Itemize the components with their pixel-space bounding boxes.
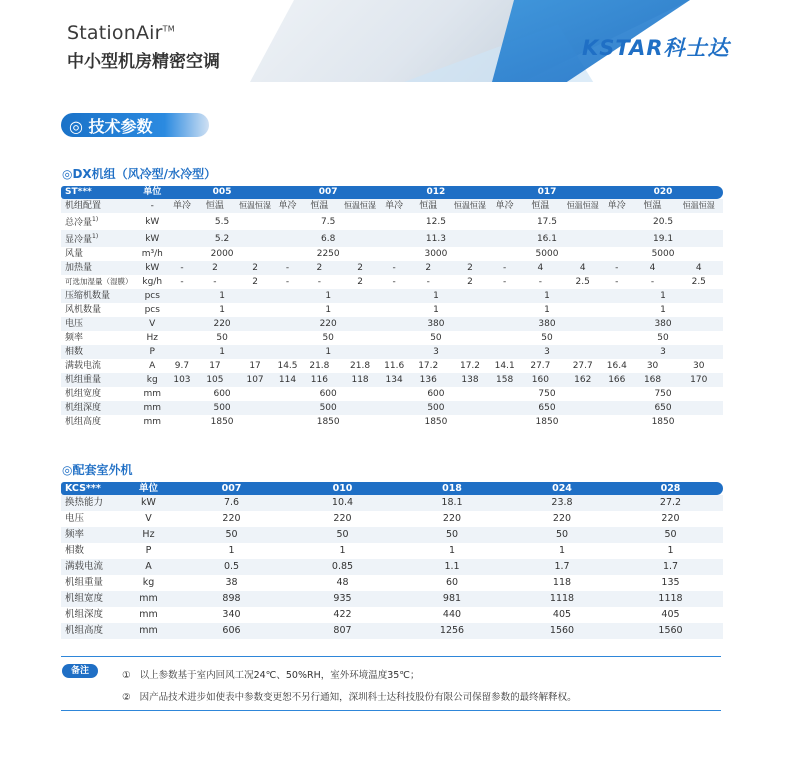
row-label: 满载电流 — [61, 559, 121, 575]
table-cell: 7.6 — [176, 495, 287, 511]
table-cell: 162 — [562, 373, 603, 387]
table-cell: 1 — [381, 289, 491, 303]
table-cell: 600 — [319, 389, 337, 399]
table-cell: 1850 — [210, 417, 234, 427]
table-row — [61, 591, 723, 607]
row-unit: A — [121, 559, 176, 575]
table-cell: 2 — [467, 277, 473, 287]
table-row — [61, 607, 723, 623]
table-cell: 114 — [275, 373, 299, 387]
page-subtitle: 中小型机房精密空调 — [67, 52, 220, 72]
table-row — [61, 373, 723, 387]
table-cell: 1 — [325, 305, 332, 315]
table-row — [61, 261, 723, 275]
table-row — [61, 575, 723, 591]
table-cell: 1 — [433, 305, 439, 315]
row-label-text: 总冷量 — [65, 218, 93, 228]
table-row — [61, 495, 723, 511]
table-cell: 单冷 — [491, 199, 518, 213]
table-cell: 422 — [333, 609, 352, 620]
table-cell: 105 — [195, 373, 235, 387]
table-row — [61, 623, 723, 639]
table-header-row — [61, 482, 723, 495]
row-label — [61, 275, 136, 289]
table-cell: 6.8 — [275, 230, 381, 247]
table-cell: 11.6 — [384, 361, 405, 371]
table1-caption: ◎DX机组（风冷型/水冷型） — [62, 167, 217, 181]
table-cell: - — [392, 277, 396, 287]
row-unit: pcs — [144, 305, 160, 315]
row-label: 机组高度 — [61, 623, 121, 639]
row-unit: kW — [121, 495, 176, 511]
table-row — [61, 317, 723, 331]
notes-bottom-line — [61, 710, 721, 711]
brand-title: StationAir™ — [67, 22, 175, 44]
table-row — [61, 289, 723, 303]
table-cell: 380 — [381, 317, 491, 331]
row-unit: kg — [136, 373, 169, 387]
row-label: 换热能力 — [61, 495, 121, 511]
table-cell: 500 — [275, 401, 381, 415]
table-cell: 2250 — [316, 249, 340, 259]
table-cell: 2.5 — [691, 277, 706, 287]
table-cell: 0.85 — [287, 559, 398, 575]
table-cell: - — [180, 277, 184, 287]
table-row — [61, 247, 723, 261]
table-cell: 38 — [225, 577, 238, 588]
table-cell: 4 — [675, 261, 723, 275]
header-cell: 007 — [176, 482, 287, 495]
table-cell: 恒温 — [300, 199, 340, 213]
table-cell: 17.2 — [418, 361, 439, 371]
table-row — [61, 331, 723, 345]
table-cell: 2.5 — [575, 277, 590, 287]
row-unit: kW — [145, 216, 160, 227]
table-cell: 恒温 — [407, 199, 449, 213]
table-cell: 50 — [398, 527, 506, 543]
row-label — [61, 317, 136, 331]
table-row — [61, 275, 723, 289]
row-label-text: 显冷量 — [65, 235, 93, 245]
table-cell: 1118 — [506, 591, 618, 607]
table-cell: 19.1 — [603, 230, 723, 247]
table-cell: 单冷 — [169, 199, 195, 213]
table-cell: 1 — [491, 289, 603, 303]
table-cell: 17.2 — [459, 361, 481, 371]
table-cell: - — [503, 277, 507, 287]
table-cell: 750 — [654, 389, 672, 399]
header-cell: 020 — [603, 186, 723, 199]
table-cell: 220 — [222, 513, 241, 524]
table-cell: 220 — [333, 513, 352, 524]
table-cell: 恒温 — [195, 199, 235, 213]
table-row — [61, 345, 723, 359]
table-cell: 1 — [558, 545, 566, 556]
section-title: 技术参数 — [88, 117, 153, 136]
table-cell: 50 — [176, 527, 287, 543]
table-cell: 4 — [631, 261, 675, 275]
table-cell: 135 — [661, 577, 680, 588]
table-cell: 1850 — [651, 417, 675, 427]
table-cell: 118 — [339, 373, 381, 387]
table-cell: 2 — [195, 261, 235, 275]
table-cell: 1 — [219, 305, 225, 315]
table-cell: - — [650, 277, 655, 287]
table-cell: 600 — [213, 389, 231, 399]
row-label-text: 加热量 — [65, 263, 93, 273]
table-cell: 14.5 — [277, 361, 298, 371]
table-cell: 220 — [275, 317, 381, 331]
table-row — [61, 230, 723, 247]
table-row — [61, 543, 723, 559]
table-cell: 1 — [169, 289, 276, 303]
table-row — [61, 559, 723, 575]
table-cell: 1 — [169, 345, 276, 359]
outdoor-spec-table — [61, 482, 723, 639]
table-row — [61, 401, 723, 415]
table-cell: 18.1 — [398, 495, 506, 511]
table-row — [61, 213, 723, 230]
row-unit: pcs — [136, 289, 169, 303]
table-cell: 50 — [506, 527, 618, 543]
table-cell: 220 — [169, 317, 276, 331]
table-cell: 50 — [216, 333, 228, 343]
row-unit: mm — [139, 609, 158, 620]
section-banner — [61, 113, 209, 137]
header-cell: 005 — [169, 186, 276, 199]
table-cell: 单冷 — [603, 199, 630, 213]
table-cell: 7.5 — [321, 216, 336, 227]
row-unit: V — [136, 317, 169, 331]
header-cell: 单位 — [121, 482, 176, 495]
table-cell: 2 — [449, 261, 491, 275]
table-cell: 1560 — [506, 623, 618, 639]
notes-badge: 备注 — [62, 664, 98, 678]
table-cell: 60 — [445, 577, 459, 588]
table-cell: 恒温恒湿 — [562, 199, 603, 213]
row-label: 机组重量 — [65, 577, 104, 588]
table-cell: 50 — [430, 333, 442, 343]
row-label — [61, 213, 136, 230]
table-cell: 50 — [287, 527, 398, 543]
table-cell: - — [275, 261, 299, 275]
table-cell: 50 — [657, 333, 669, 343]
table-cell: 1118 — [618, 591, 723, 607]
table-cell: 21.8 — [350, 361, 371, 371]
table-cell: 21.8 — [309, 361, 330, 371]
table-cell: 恒温恒湿 — [235, 199, 276, 213]
row-label — [61, 331, 136, 345]
table-cell: 116 — [300, 373, 340, 387]
row-label — [61, 373, 136, 387]
footnote-mark: 1) — [92, 216, 99, 223]
row-unit: mm — [143, 417, 162, 427]
table-row — [61, 359, 723, 373]
table-cell: 5.2 — [169, 230, 276, 247]
row-label — [61, 247, 136, 261]
table-cell: 14.1 — [494, 361, 515, 371]
table-cell: 1 — [544, 305, 550, 315]
table-cell: 50 — [541, 333, 553, 343]
table-cell: 380 — [491, 317, 603, 331]
header-cell: KCS*** — [61, 482, 121, 495]
row-unit: kW — [136, 230, 169, 247]
table-cell: 16.1 — [491, 230, 603, 247]
table-cell: - — [317, 277, 321, 287]
table-cell: 1 — [339, 545, 346, 556]
table-cell: 11.3 — [381, 230, 491, 247]
table-cell: 恒温恒湿 — [675, 199, 723, 213]
table-cell: 30 — [646, 361, 659, 371]
table2-caption: ◎配套室外机 — [62, 463, 133, 477]
row-label-text: 风机数量 — [65, 305, 102, 315]
table-cell: 136 — [407, 373, 449, 387]
row-label — [61, 359, 136, 373]
table-cell: 134 — [381, 373, 407, 387]
table-cell: 168 — [631, 373, 675, 387]
table-cell: - — [491, 261, 518, 275]
row-unit: V — [145, 513, 152, 524]
table-cell: 103 — [169, 373, 195, 387]
row-label-text: 机组深度 — [65, 403, 102, 413]
table-cell: 30 — [693, 361, 705, 371]
row-unit: kg — [142, 577, 155, 588]
table-cell: 27.2 — [618, 495, 723, 511]
table-cell: 20.5 — [653, 216, 674, 227]
table-cell: 1850 — [316, 417, 340, 427]
table-cell: 1 — [603, 289, 723, 303]
table-cell: 50 — [618, 527, 723, 543]
table-cell: 3 — [491, 345, 603, 359]
table-row — [61, 415, 723, 429]
table-cell: 17.5 — [536, 216, 557, 227]
table-row — [61, 387, 723, 401]
table-cell: 1.7 — [618, 559, 723, 575]
table-cell: 2 — [339, 261, 381, 275]
row-label-text: 可选加湿量（湿膜） — [65, 277, 133, 286]
table-cell: 2 — [357, 277, 363, 287]
table-cell: 23.8 — [506, 495, 618, 511]
table-cell: 50 — [322, 333, 334, 343]
table-cell: 16.4 — [606, 361, 627, 371]
table-cell: 405 — [661, 609, 680, 620]
row-label — [61, 401, 136, 415]
table-cell: 1 — [667, 545, 674, 556]
table-cell: 3 — [603, 345, 723, 359]
notes-top-line — [61, 656, 721, 657]
table-cell: 1 — [448, 545, 456, 556]
table-cell: 2 — [252, 277, 258, 287]
table-cell: 1 — [275, 345, 381, 359]
row-label — [61, 230, 136, 247]
row-label-text: 压缩机数量 — [65, 291, 111, 301]
row-label — [61, 415, 136, 429]
table-cell: 恒温 — [518, 199, 562, 213]
table-cell: - — [615, 277, 619, 287]
table-cell: 650 — [491, 401, 603, 415]
table-cell: - — [381, 261, 407, 275]
row-label: 机组配置 — [61, 199, 136, 213]
row-label-text: 机组高度 — [65, 417, 102, 427]
row-unit: - — [136, 199, 169, 213]
table-cell: 5000 — [535, 249, 559, 259]
row-unit: kg/h — [142, 277, 163, 287]
table-cell: 405 — [552, 609, 572, 620]
row-label-text: 机组宽度 — [65, 389, 102, 399]
row-label-text: 相数 — [65, 347, 84, 357]
table-cell: 1 — [275, 289, 381, 303]
row-unit: mm — [136, 401, 169, 415]
row-unit: Hz — [121, 527, 176, 543]
table-cell: 166 — [603, 373, 630, 387]
table-cell: 27.7 — [530, 361, 551, 371]
table-cell: 118 — [552, 577, 572, 588]
header-cell: ST*** — [61, 186, 136, 199]
row-label: 机组深度 — [65, 609, 104, 620]
header-cell: 018 — [398, 482, 506, 495]
table-cell: 单冷 — [275, 199, 299, 213]
header-cell: 024 — [506, 482, 618, 495]
table-cell: 606 — [176, 623, 287, 639]
table-cell: - — [213, 277, 217, 287]
table-cell: 0.5 — [176, 559, 287, 575]
table-cell: 981 — [398, 591, 506, 607]
table-row — [61, 527, 723, 543]
table-cell: 4 — [562, 261, 603, 275]
row-unit: kW — [136, 261, 169, 275]
table-cell: 2000 — [210, 249, 234, 259]
table-cell: - — [169, 261, 195, 275]
row-label: 频率 — [61, 527, 121, 543]
kstar-logo: KSTAR科士达 — [582, 36, 730, 60]
header-cell: 028 — [618, 482, 723, 495]
header-cell: 007 — [275, 186, 381, 199]
table-cell: 10.4 — [287, 495, 398, 511]
table-cell: 27.7 — [572, 361, 593, 371]
table-cell: 650 — [603, 401, 723, 415]
table-cell: 恒温恒湿 — [449, 199, 491, 213]
row-label — [61, 345, 136, 359]
table-cell: 单冷 — [381, 199, 407, 213]
table-cell: - — [426, 277, 430, 287]
table-cell: 340 — [222, 609, 241, 620]
table-cell: 138 — [449, 373, 491, 387]
table-cell: 500 — [169, 401, 276, 415]
header-cell: 017 — [491, 186, 603, 199]
table-cell: 5000 — [651, 249, 675, 259]
circle-icon: ◎ — [69, 117, 83, 136]
table-row — [61, 303, 723, 317]
table-cell: 17 — [209, 361, 221, 371]
table-cell: - — [603, 261, 630, 275]
table-header-row — [61, 186, 723, 199]
table-cell: 600 — [427, 389, 445, 399]
row-unit: Hz — [146, 333, 158, 343]
row-label: 机组宽度 — [61, 591, 121, 607]
table-cell: 5.5 — [214, 216, 230, 227]
note-2: ② 因产品技术进步如使表中参数变更恕不另行通知，深圳科士达科技股份有限公司保留参数的最终解释权。 — [122, 692, 577, 703]
table-cell: 380 — [603, 317, 723, 331]
table-cell: 170 — [675, 373, 723, 387]
row-label-text: 频率 — [65, 333, 84, 343]
table-cell: 4 — [518, 261, 562, 275]
table-cell: 220 — [442, 513, 462, 524]
table-cell: 恒温 — [631, 199, 675, 213]
table-cell: 1850 — [424, 417, 448, 427]
table-cell: 898 — [176, 591, 287, 607]
table-cell: 1850 — [535, 417, 559, 427]
table-cell: 220 — [661, 513, 680, 524]
table-cell: 158 — [491, 373, 518, 387]
row-label-text: 机组重量 — [65, 375, 102, 385]
footnote-mark: 1) — [92, 233, 99, 240]
dx-spec-table — [61, 186, 723, 429]
table-cell: 1256 — [398, 623, 506, 639]
table-cell: 750 — [538, 389, 556, 399]
table-cell: 500 — [381, 401, 491, 415]
header-cell: 012 — [381, 186, 491, 199]
row-label — [61, 261, 136, 275]
table-cell: 107 — [235, 373, 276, 387]
row-unit: mm — [121, 623, 176, 639]
row-label — [61, 387, 136, 401]
row-unit: m³/h — [141, 249, 163, 259]
row-unit: P — [145, 545, 152, 556]
table-cell: - — [285, 277, 290, 287]
row-label-text: 风量 — [65, 249, 84, 259]
row-unit: P — [136, 345, 169, 359]
table-cell: 恒温恒湿 — [339, 199, 381, 213]
table-cell: 12.5 — [425, 216, 446, 227]
table-cell: 2 — [300, 261, 340, 275]
table-cell: 440 — [442, 609, 462, 620]
table-cell: 48 — [336, 577, 349, 588]
row-unit: mm — [143, 389, 162, 399]
row-label: 电压 — [65, 513, 85, 524]
header-cell: 010 — [287, 482, 398, 495]
table-cell: 160 — [518, 373, 562, 387]
table-cell: 1.1 — [398, 559, 506, 575]
table-cell: 3000 — [424, 249, 448, 259]
row-label — [61, 289, 136, 303]
table-row — [61, 511, 723, 527]
table-row — [61, 199, 723, 213]
row-unit: mm — [121, 591, 176, 607]
table-cell: - — [538, 277, 542, 287]
row-label-text: 满载电流 — [65, 361, 102, 371]
row-label-text: 电压 — [65, 319, 84, 329]
table-cell: 1560 — [618, 623, 723, 639]
row-label — [61, 303, 136, 317]
table-cell: 17 — [249, 361, 261, 371]
table-cell: 3 — [381, 345, 491, 359]
table-cell: 2 — [235, 261, 276, 275]
table-cell: 935 — [287, 591, 398, 607]
table-cell: 807 — [287, 623, 398, 639]
table-cell: 1 — [228, 545, 235, 556]
header-cell: 单位 — [136, 186, 169, 199]
table-cell: 9.7 — [174, 361, 190, 371]
note-1: ① 以上参数基于室内回风工况24℃、50%RH，室外环境温度35℃； — [122, 670, 420, 681]
table-cell: 1.7 — [506, 559, 618, 575]
row-label: 相数 — [65, 545, 85, 556]
table-cell: 1 — [660, 305, 666, 315]
table-cell: 220 — [552, 513, 572, 524]
table-cell: 2 — [407, 261, 449, 275]
row-unit: A — [149, 361, 156, 371]
